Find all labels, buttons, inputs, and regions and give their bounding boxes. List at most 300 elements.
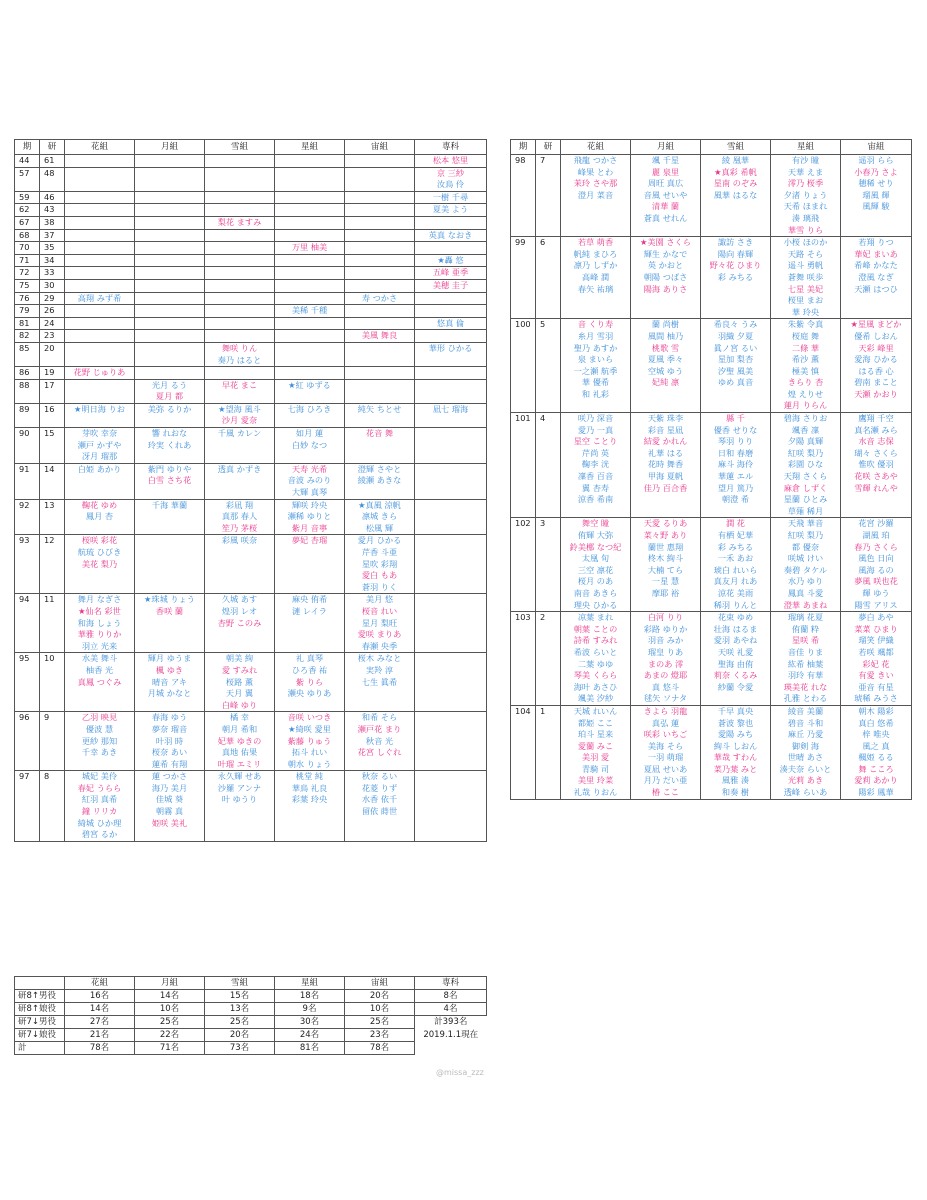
troupe-cell — [345, 653, 415, 712]
class-number: 75 — [15, 279, 40, 292]
troupe-cell — [841, 612, 912, 706]
troupe-cell — [135, 292, 205, 305]
years-in-company: 16 — [40, 403, 65, 427]
member-name: 夏凪 せいあ — [643, 763, 688, 774]
years-in-company: 20 — [40, 342, 65, 366]
class-number: 101 — [511, 413, 536, 518]
member-name: ★仙名 彩世 — [78, 605, 121, 616]
member-name: 七海 ひろき — [287, 403, 332, 414]
class-number: 57 — [15, 167, 40, 191]
member-name: 夢奈 瑠音 — [151, 723, 188, 734]
years-in-company: 33 — [40, 267, 65, 280]
troupe-cell — [205, 191, 275, 204]
troupe-cell — [65, 204, 135, 217]
member-name: 瀬稀 ゆりと — [287, 511, 332, 522]
member-name: 椿 ここ — [651, 787, 680, 798]
column-header: 月組 — [631, 140, 701, 155]
member-name: はる香 心 — [858, 365, 894, 376]
member-name: 冴月 瑠那 — [81, 451, 118, 462]
member-name: 澪乃 桜季 — [787, 178, 824, 189]
member-name: 桜路 薫 — [225, 676, 254, 687]
troupe-cell — [415, 155, 487, 168]
member-name: 真弘 蓮 — [651, 717, 680, 728]
member-name: 高峰 潤 — [581, 271, 610, 282]
class-year-row — [15, 191, 487, 204]
troupe-cell — [345, 367, 415, 380]
class-year-row — [511, 155, 912, 237]
troupe-cell — [135, 305, 205, 318]
troupe-cell — [135, 367, 205, 380]
years-in-company: 15 — [40, 428, 65, 464]
troupe-cell — [345, 712, 415, 771]
member-name: 美稀 千種 — [291, 305, 328, 316]
troupe-cell — [345, 379, 415, 403]
years-in-company: 17 — [40, 379, 65, 403]
member-name: 楓 ゆき — [155, 664, 184, 675]
summary-column-header: 星組 — [275, 977, 345, 990]
member-name: 春乃 さくら — [854, 541, 898, 552]
member-name: 音風 せいや — [643, 189, 688, 200]
member-name: 咲城 けい — [787, 553, 824, 564]
member-name: 凉葉 まれ — [577, 612, 614, 623]
member-name: 青騎 司 — [581, 763, 610, 774]
troupe-cell — [65, 317, 135, 330]
member-name: 雪輝 れんや — [854, 482, 898, 493]
member-name: 風色 日向 — [858, 553, 894, 564]
class-number: 79 — [15, 305, 40, 318]
member-name: 紗蘭 令愛 — [717, 681, 754, 692]
summary-row — [15, 1016, 487, 1029]
member-name: 颯 千星 — [651, 155, 680, 165]
member-name: 白峰 ゆり — [221, 699, 258, 710]
member-name: 橘 幸 — [230, 712, 249, 723]
years-in-company: 48 — [40, 167, 65, 191]
troupe-cell — [415, 279, 487, 292]
years-in-company: 23 — [40, 330, 65, 343]
member-name: きよら 羽龍 — [643, 705, 688, 716]
member-name: 芽吹 幸奈 — [81, 428, 118, 439]
troupe-cell — [205, 330, 275, 343]
member-name: 愛月 ひかる — [357, 535, 402, 546]
troupe-cell — [65, 403, 135, 427]
troupe-cell — [275, 535, 345, 594]
class-number: 44 — [15, 155, 40, 168]
class-year-row — [15, 463, 487, 499]
class-number: 62 — [15, 204, 40, 217]
troupe-cell — [275, 279, 345, 292]
member-name: 愛陽 みち — [717, 729, 754, 740]
troupe-cell — [135, 379, 205, 403]
troupe-cell — [275, 267, 345, 280]
troupe-cell — [345, 463, 415, 499]
class-year-row — [15, 499, 487, 535]
member-name: 桜月 のあ — [577, 576, 614, 587]
member-name: 拓斗 れい — [291, 747, 328, 758]
troupe-cell — [135, 403, 205, 427]
class-number: 102 — [511, 518, 536, 612]
troupe-cell — [631, 237, 701, 319]
summary-column-header: 専科 — [415, 977, 487, 990]
summary-value: 14名 — [65, 1003, 135, 1016]
summary-value: 14名 — [135, 990, 205, 1003]
troupe-cell — [275, 367, 345, 380]
member-name: 潤 花 — [726, 518, 745, 529]
troupe-cell — [205, 463, 275, 499]
class-number: 59 — [15, 191, 40, 204]
member-name: 航琉 ひびき — [77, 547, 122, 557]
member-name: 奏碧 タケル — [783, 564, 828, 575]
member-name: 花咲 さあや — [854, 471, 898, 482]
member-name: 朝木 陽彩 — [858, 705, 894, 716]
troupe-cell — [415, 242, 487, 255]
member-name: 晴音 アキ — [151, 676, 188, 687]
member-name: 春妃 うらら — [77, 782, 122, 793]
member-name: 愛咲 まりあ — [357, 629, 402, 640]
member-name: 侑蘭 粋 — [791, 623, 820, 634]
troupe-cell — [275, 155, 345, 168]
member-name: 眞ノ宮 るい — [713, 342, 758, 353]
member-name: 白雪 さち花 — [147, 475, 192, 486]
troupe-cell — [65, 463, 135, 499]
summary-row-label: 研7↓男役 — [15, 1016, 65, 1029]
member-name: 涼香 希南 — [577, 494, 614, 505]
member-name: 聖乃 あすか — [573, 342, 618, 353]
summary-value: 71名 — [135, 1042, 205, 1055]
troupe-cell — [135, 229, 205, 242]
class-number: 67 — [15, 216, 40, 229]
class-number: 92 — [15, 499, 40, 535]
troupe-cell — [345, 317, 415, 330]
troupe-cell — [275, 463, 345, 499]
years-in-company: 61 — [40, 155, 65, 168]
member-name: 真那 春人 — [221, 511, 258, 522]
summary-column-header — [15, 977, 65, 990]
member-name: 碧海 さりお — [783, 413, 828, 424]
member-name: 輝生 かなで — [643, 248, 688, 259]
member-name: 遥斗 勇帆 — [787, 260, 824, 271]
class-number: 94 — [15, 594, 40, 653]
member-name: 孔雅 とわる — [783, 693, 828, 704]
member-name: 菜々野 あり — [643, 530, 688, 540]
member-name: 麻斗 海伶 — [717, 459, 754, 470]
member-name: 颯美 汐紗 — [577, 693, 614, 704]
class-year-row — [15, 594, 487, 653]
class-number: 72 — [15, 267, 40, 280]
member-name: 白妙 なつ — [291, 439, 328, 450]
troupe-cell — [345, 229, 415, 242]
left-table-header — [15, 140, 487, 155]
member-name: 紅咲 梨乃 — [787, 447, 824, 458]
summary-row — [15, 1042, 487, 1055]
class-number: 82 — [15, 330, 40, 343]
troupe-cell — [275, 305, 345, 318]
member-name: 諏訪 さき — [717, 237, 754, 248]
member-name: 煌 えりせ — [787, 388, 824, 399]
troupe-cell — [841, 413, 912, 518]
troupe-cell — [205, 292, 275, 305]
years-in-company: 1 — [536, 705, 561, 799]
troupe-cell — [65, 305, 135, 318]
member-name: 千風 カレン — [217, 428, 262, 439]
member-name: 咲乃 深音 — [577, 413, 614, 424]
years-in-company: 43 — [40, 204, 65, 217]
class-number: 95 — [15, 653, 40, 712]
troupe-cell — [205, 428, 275, 464]
member-name: 琴羽 りり — [717, 436, 754, 447]
years-in-company: 30 — [40, 279, 65, 292]
member-name: 碧南 まこと — [854, 377, 898, 388]
member-name: 紘希 柚葉 — [787, 658, 824, 669]
column-header: 星組 — [771, 140, 841, 155]
troupe-cell — [135, 428, 205, 464]
member-name: 御剣 海 — [791, 740, 820, 751]
member-name: 朝葉 ことの — [573, 623, 618, 634]
member-name: 涼花 美雨 — [717, 587, 754, 598]
troupe-cell — [345, 191, 415, 204]
member-name: 清華 蘭 — [651, 201, 680, 212]
troupe-cell — [771, 319, 841, 413]
member-name: 若咲 颯都 — [858, 646, 894, 657]
troupe-cell — [135, 330, 205, 343]
years-in-company: 5 — [536, 319, 561, 413]
class-number: 90 — [15, 428, 40, 464]
member-name: 汐聖 風美 — [717, 365, 754, 376]
member-name: 有栖 妃華 — [717, 530, 754, 540]
years-in-company: 38 — [40, 216, 65, 229]
member-name: 菜菜 ひまり — [854, 623, 898, 634]
troupe-cell — [415, 342, 487, 366]
troupe-cell — [415, 229, 487, 242]
member-name: 夢風 咲也花 — [854, 576, 898, 587]
member-name: 美穂 圭子 — [432, 279, 469, 290]
troupe-cell — [275, 403, 345, 427]
member-name: 花菱 りず — [361, 782, 398, 793]
member-name: 美海 そら — [647, 740, 684, 751]
member-name: 天飛 華音 — [787, 518, 824, 529]
column-header: 月組 — [135, 140, 205, 155]
troupe-cell — [345, 535, 415, 594]
member-name: 春瀬 央季 — [361, 640, 398, 651]
column-header: 雪組 — [701, 140, 771, 155]
troupe-cell — [65, 712, 135, 771]
member-name: 天路 そら — [787, 248, 824, 259]
troupe-cell — [345, 305, 415, 318]
member-name: 佳城 葵 — [155, 794, 184, 805]
member-name: 永久輝 せあ — [217, 771, 262, 782]
summary-value: 13名 — [205, 1003, 275, 1016]
left-roster-table — [14, 139, 487, 842]
member-name: 一樹 千尋 — [432, 191, 469, 202]
member-name: 高翔 みず希 — [77, 292, 122, 303]
member-name: 羽玲 有華 — [787, 670, 824, 681]
troupe-cell — [65, 254, 135, 267]
class-number: 70 — [15, 242, 40, 255]
member-name: 輝月 ゆうま — [147, 653, 192, 664]
total-note: 計393名 — [434, 1017, 468, 1028]
member-name: 真友月 れあ — [713, 576, 758, 587]
troupe-cell — [135, 771, 205, 842]
member-name: 瑚々 さくら — [854, 447, 898, 458]
troupe-cell — [205, 279, 275, 292]
troupe-cell — [275, 191, 345, 204]
member-name: 水乃 ゆり — [787, 576, 824, 587]
troupe-cell — [345, 428, 415, 464]
member-name: 早花 まこ — [221, 379, 258, 390]
member-name: 千早 真央 — [717, 705, 754, 716]
troupe-cell — [345, 771, 415, 842]
member-name: 澄風 なぎ — [858, 271, 894, 282]
troupe-cell — [345, 155, 415, 168]
years-in-company: 8 — [40, 771, 65, 842]
member-name: 大楠 てら — [647, 564, 684, 575]
troupe-cell — [771, 612, 841, 706]
member-name: 鷹翔 千空 — [858, 413, 894, 424]
member-name: 碧音 斗和 — [787, 717, 824, 728]
member-name: 英真 なおき — [428, 229, 473, 240]
member-name: 碧宮 るか — [81, 829, 118, 840]
member-name: 彩 みちる — [717, 541, 754, 552]
member-name: 天寿 光希 — [291, 463, 328, 474]
troupe-cell — [275, 216, 345, 229]
troupe-cell — [415, 403, 487, 427]
member-name: 瀬戸 かずや — [77, 439, 122, 450]
class-number: 103 — [511, 612, 536, 706]
troupe-cell — [275, 379, 345, 403]
troupe-cell — [415, 204, 487, 217]
member-name: 一羽 萌瑠 — [647, 752, 684, 763]
member-name: 莉奈 くるみ — [713, 670, 758, 681]
troupe-cell — [701, 413, 771, 518]
years-in-company: 12 — [40, 535, 65, 594]
troupe-cell — [415, 499, 487, 535]
member-name: 華蓮 エル — [717, 471, 754, 482]
troupe-cell — [275, 342, 345, 366]
summary-table — [14, 976, 487, 1055]
member-name: 彩凪 翔 — [225, 499, 254, 510]
member-name: 紫藤 りゅう — [287, 735, 332, 746]
troupe-cell — [65, 367, 135, 380]
column-header: 期 — [15, 140, 40, 155]
member-name: 月城 かなと — [147, 688, 192, 699]
years-in-company: 37 — [40, 229, 65, 242]
member-name: 摩耶 裕 — [651, 587, 680, 598]
member-name: 海叶 あさひ — [573, 681, 618, 692]
member-name: 留依 蒔世 — [361, 806, 398, 817]
member-name: 麻倉 しずく — [783, 482, 828, 493]
troupe-cell — [205, 342, 275, 366]
member-name: 紅咲 梨乃 — [787, 530, 824, 540]
member-name: 美花 梨乃 — [81, 558, 118, 569]
troupe-cell — [135, 342, 205, 366]
member-name: 日和 春磨 — [717, 447, 754, 458]
troupe-cell — [65, 342, 135, 366]
troupe-cell — [65, 167, 135, 191]
summary-row-label: 研8↑娘役 — [15, 1003, 65, 1016]
troupe-cell — [771, 705, 841, 799]
member-name: 希良々 うみ — [713, 319, 758, 330]
member-name: 桜奈 あい — [151, 747, 188, 758]
summary-value: 73名 — [205, 1042, 275, 1055]
troupe-cell — [65, 292, 135, 305]
member-name: 和 礼彩 — [581, 388, 610, 399]
member-name: 都姫 ここ — [577, 717, 614, 728]
member-name: 夏美 よう — [432, 204, 469, 215]
troupe-cell — [771, 413, 841, 518]
troupe-cell — [841, 319, 912, 413]
member-name: 朝陽 つばさ — [643, 271, 688, 282]
summary-value: 8名 — [415, 990, 487, 1003]
troupe-cell — [135, 216, 205, 229]
member-name: 綾瀬 あきな — [357, 475, 402, 486]
troupe-cell — [345, 267, 415, 280]
member-name: 星加 梨杏 — [717, 354, 754, 365]
class-year-row — [15, 317, 487, 330]
member-name: 一禾 あお — [717, 553, 754, 564]
member-name: 星南 のぞみ — [713, 178, 758, 189]
member-name: 瑠皇 りあ — [647, 646, 684, 657]
member-name: ★真彩 希帆 — [714, 166, 757, 177]
member-name: 峰果 とわ — [577, 166, 614, 177]
member-name: 花束 ゆめ — [717, 612, 754, 623]
member-name: 蒼舞 咲歩 — [787, 271, 824, 282]
troupe-cell — [205, 379, 275, 403]
member-name: 秋音 光 — [365, 735, 394, 746]
class-number: 71 — [15, 254, 40, 267]
class-year-row — [15, 653, 487, 712]
member-name: 光莉 あき — [787, 775, 824, 786]
member-name: 松風 輝 — [365, 522, 394, 533]
troupe-cell — [415, 267, 487, 280]
class-number: 68 — [15, 229, 40, 242]
troupe-cell — [275, 204, 345, 217]
member-name: 理央 ひかる — [573, 599, 618, 610]
member-name: 透真 かずき — [217, 463, 262, 474]
summary-value: 20名 — [345, 990, 415, 1003]
member-name: 海乃 美月 — [151, 782, 188, 793]
troupe-cell — [135, 653, 205, 712]
member-name: 美弥 るりか — [147, 403, 192, 414]
troupe-cell — [65, 330, 135, 343]
years-in-company: 26 — [40, 305, 65, 318]
troupe-cell — [65, 653, 135, 712]
troupe-cell — [561, 155, 631, 237]
member-name: 綾音 美蘭 — [787, 705, 824, 716]
troupe-cell — [561, 319, 631, 413]
member-name: 悠真 倫 — [436, 317, 465, 328]
summary-value: 4名 — [415, 1003, 487, 1016]
class-number: 91 — [15, 463, 40, 499]
member-name: 瑠笑 伊織 — [858, 635, 894, 646]
member-name: 真地 佑果 — [221, 747, 258, 758]
member-name: 琥稀 みうさ — [854, 693, 898, 704]
column-header: 宙組 — [841, 140, 912, 155]
troupe-cell — [65, 242, 135, 255]
member-name: 天愛 るりあ — [643, 518, 688, 529]
years-in-company: 24 — [40, 317, 65, 330]
troupe-cell — [841, 518, 912, 612]
member-name: 彩妃 花 — [862, 658, 890, 669]
member-name: 聖海 由侑 — [717, 658, 754, 669]
class-year-row — [15, 229, 487, 242]
member-name: 星空 ことり — [573, 436, 618, 447]
member-name: ★明日海 りお — [74, 403, 125, 414]
member-name: 音波 みのり — [287, 475, 332, 486]
member-name: 白姫 あかり — [77, 463, 122, 474]
member-name: 紅羽 真希 — [81, 794, 118, 805]
member-name: 澄華 あまね — [783, 599, 828, 610]
member-name: 天瀬 かおり — [854, 388, 898, 399]
member-name: 万里 柚美 — [291, 242, 328, 253]
